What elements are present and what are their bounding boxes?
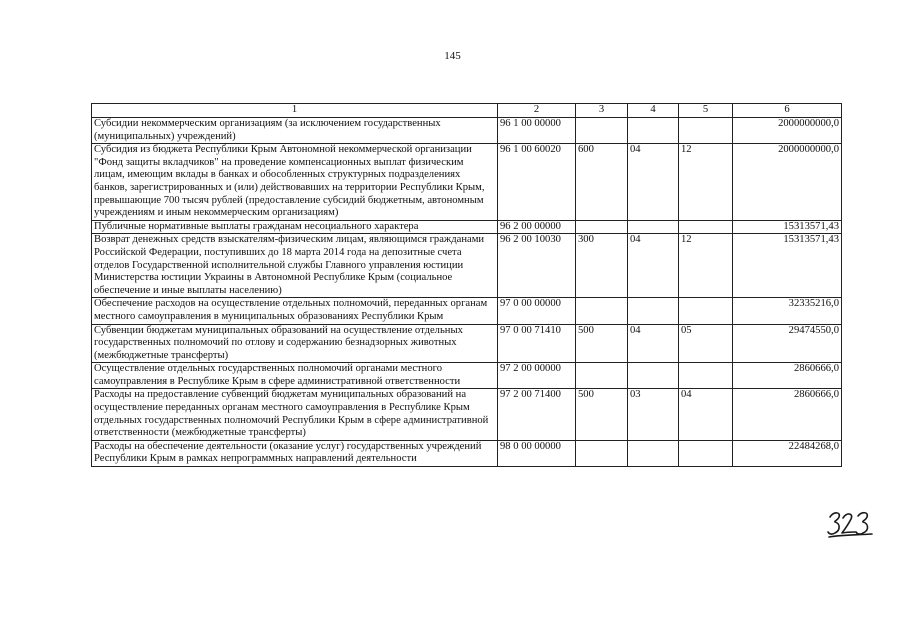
column-header: 3 bbox=[576, 104, 628, 118]
row-amount: 2860666,0 bbox=[733, 363, 842, 389]
row-name: Субсидии некоммерческим организациям (за исключением государственных (муниципальных) учреждений) bbox=[92, 118, 498, 144]
row-pr: 04 bbox=[679, 389, 733, 440]
row-name: Возврат денежных средств взыскателям-физическим лицам, являющимся гражданами Российской Федерации, поступивших до 18 марта 2014 года на депозитные счета отделов Государственной исполнительной службы Главного управления юстиции Министерства юстиции Украины в Автономной Республике Крым (социальное обеспечение и иные выплаты населению) bbox=[92, 234, 498, 298]
row-code: 96 2 00 10030 bbox=[498, 234, 576, 298]
row-name: Расходы на предоставление субвенций бюджетам муниципальных образований на осуществление переданных органам местного самоуправления в Республике Крым отдельных государственных полномочий Республики Крым в сфере административной ответственности (межбюджетные трансферты) bbox=[92, 389, 498, 440]
row-vr bbox=[576, 220, 628, 234]
row-rz bbox=[628, 220, 679, 234]
row-code: 96 1 00 60020 bbox=[498, 144, 576, 221]
row-vr bbox=[576, 363, 628, 389]
row-pr bbox=[679, 363, 733, 389]
row-amount: 2000000000,0 bbox=[733, 118, 842, 144]
row-vr bbox=[576, 298, 628, 324]
column-header: 6 bbox=[733, 104, 842, 118]
budget-table bbox=[91, 103, 842, 467]
row-vr bbox=[576, 118, 628, 144]
row-pr bbox=[679, 440, 733, 466]
row-name: Обеспечение расходов на осуществление отдельных полномочий, переданных органам местного самоуправления в муниципальных образованиях Республики Крым bbox=[92, 298, 498, 324]
row-amount: 15313571,43 bbox=[733, 220, 842, 234]
row-name: Осуществление отдельных государственных полномочий органами местного самоуправления в Республике Крым в сфере административной ответственности bbox=[92, 363, 498, 389]
row-pr: 12 bbox=[679, 234, 733, 298]
row-amount: 2000000000,0 bbox=[733, 144, 842, 221]
row-rz: 04 bbox=[628, 324, 679, 363]
column-number-row bbox=[92, 104, 842, 118]
row-name: Субвенции бюджетам муниципальных образований на осуществление отдельных государственных полномочий по отлову и содержанию безнадзорных животных (межбюджетные трансферты) bbox=[92, 324, 498, 363]
row-pr bbox=[679, 298, 733, 324]
row-vr bbox=[576, 440, 628, 466]
row-pr bbox=[679, 118, 733, 144]
table-row bbox=[92, 144, 842, 221]
column-header: 1 bbox=[92, 104, 498, 118]
row-rz: 03 bbox=[628, 389, 679, 440]
row-name: Расходы на обеспечение деятельности (оказание услуг) государственных учреждений Республики Крым в рамках непрограммных направлений деятельности bbox=[92, 440, 498, 466]
column-header: 2 bbox=[498, 104, 576, 118]
table-row bbox=[92, 324, 842, 363]
row-code: 96 2 00 00000 bbox=[498, 220, 576, 234]
table-row bbox=[92, 220, 842, 234]
column-header: 4 bbox=[628, 104, 679, 118]
row-amount: 2860666,0 bbox=[733, 389, 842, 440]
page-number: 145 bbox=[444, 50, 461, 62]
row-pr: 05 bbox=[679, 324, 733, 363]
row-code: 97 2 00 00000 bbox=[498, 363, 576, 389]
table-row bbox=[92, 234, 842, 298]
row-code: 96 1 00 00000 bbox=[498, 118, 576, 144]
row-code: 98 0 00 00000 bbox=[498, 440, 576, 466]
table-row bbox=[92, 118, 842, 144]
row-code: 97 2 00 71400 bbox=[498, 389, 576, 440]
row-rz bbox=[628, 440, 679, 466]
row-code: 97 0 00 00000 bbox=[498, 298, 576, 324]
row-amount: 22484268,0 bbox=[733, 440, 842, 466]
table-row bbox=[92, 389, 842, 440]
row-rz: 04 bbox=[628, 234, 679, 298]
handwritten-page-number bbox=[826, 508, 876, 545]
row-rz bbox=[628, 118, 679, 144]
row-vr: 600 bbox=[576, 144, 628, 221]
row-rz bbox=[628, 363, 679, 389]
row-pr bbox=[679, 220, 733, 234]
row-code: 97 0 00 71410 bbox=[498, 324, 576, 363]
row-rz bbox=[628, 298, 679, 324]
row-amount: 29474550,0 bbox=[733, 324, 842, 363]
row-pr: 12 bbox=[679, 144, 733, 221]
row-amount: 15313571,43 bbox=[733, 234, 842, 298]
row-vr: 300 bbox=[576, 234, 628, 298]
column-header: 5 bbox=[679, 104, 733, 118]
row-name: Публичные нормативные выплаты гражданам несоциального характера bbox=[92, 220, 498, 234]
row-vr: 500 bbox=[576, 389, 628, 440]
row-vr: 500 bbox=[576, 324, 628, 363]
handwritten-323-mark bbox=[826, 508, 876, 540]
table-row bbox=[92, 298, 842, 324]
table-row bbox=[92, 363, 842, 389]
row-rz: 04 bbox=[628, 144, 679, 221]
table-row bbox=[92, 440, 842, 466]
row-amount: 32335216,0 bbox=[733, 298, 842, 324]
row-name: Субсидия из бюджета Республики Крым Автономной некоммерческой организации "Фонд защиты вкладчиков" на проведение компенсационных выплат физическим лицам, имеющим вклады в банках и обособленных структурных подразделениях банков, зарегистрированных и (или) действовавших на территории Республики Крым, превышающие 700 тысяч рублей (предоставление субсидий бюджетным, автономным учреждениям и иным некоммерческим организациям) bbox=[92, 144, 498, 221]
